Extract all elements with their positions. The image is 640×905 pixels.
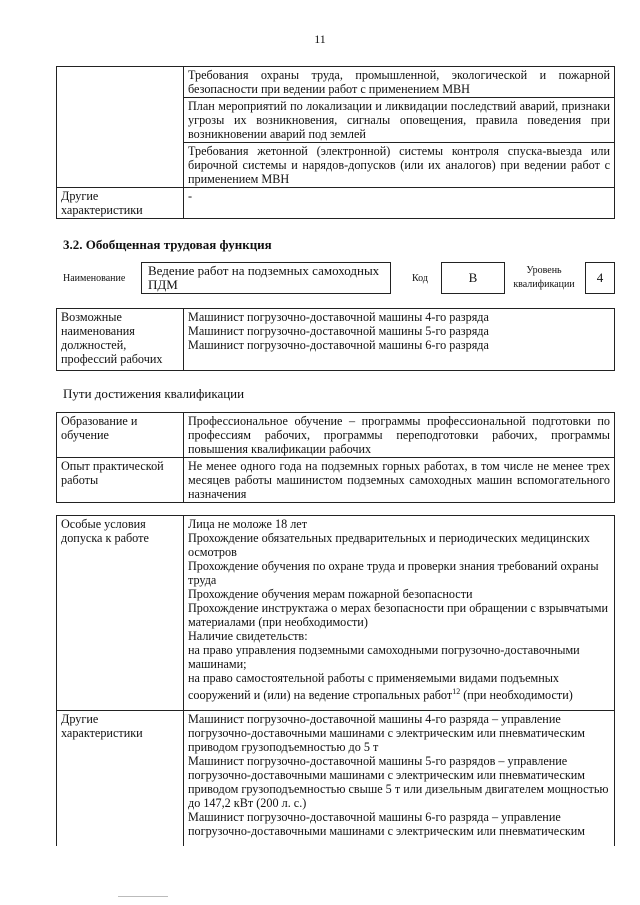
position-item: Машинист погрузочно-доставочной машины 4-го разряда [188, 310, 489, 324]
conditions-list [184, 516, 615, 711]
condition-last-main: на право самостоятельной работы с применяемыми видами подъемных сооружений и (или) на ведение стропальных работ [188, 671, 559, 703]
experience-value: Не менее одного года на подземных горных работах, в том числе не менее трех месяцев работы машинистом подземных самоходных машин вспомогательного назначения [184, 458, 615, 503]
condition-item: на право управления подземными самоходными погрузочно-доставочными машинами; [188, 643, 580, 671]
qualification-table [56, 412, 615, 503]
condition-item: Лица не моложе 18 лет [188, 517, 308, 531]
page-bottom-mark [118, 896, 168, 897]
condition-item: Прохождение обязательных предварительных и периодических медицинских осмотров [188, 531, 590, 559]
experience-label: Опыт практической работы [57, 458, 184, 503]
qualification-heading: Пути достижения квалификации [63, 386, 245, 401]
top-table-cell: Требования охраны труда, промышленной, экологической и пожарной безопасности при ведении работ с применением МВН [184, 67, 615, 98]
condition-last-tail: (при необходимости) [460, 688, 573, 703]
page-number: 11 [314, 32, 326, 46]
top-table-label-cell [57, 67, 184, 98]
top-table-label-cell [57, 98, 184, 143]
conditions-table [56, 515, 615, 846]
level-label-1: Уровень [526, 265, 562, 276]
top-table [56, 66, 615, 219]
other-item: Машинист погрузочно-доставочной машины 5-го разрядов – управление погрузочно-доставочными машинами с электрическим или пневматическим приводом грузоподъемностью свыше 5 т или дизельным двигателем мощностью до 147,2 кВт (200 л. с.) [188, 754, 609, 810]
level-value: 4 [596, 270, 604, 285]
other-list [184, 711, 615, 846]
top-table-cell: План мероприятий по локализации и ликвидации последствий аварий, признаки угрозы их возникновения, сигналы оповещения, правила поведения при возникновении аварий под землей [184, 98, 615, 143]
code-value-box [441, 262, 505, 294]
footnote-ref[interactable]: 12 [452, 687, 461, 696]
level-value-box [585, 262, 615, 294]
positions-table [56, 308, 615, 371]
positions-label: Возможные наименования должностей, профессий рабочих [57, 309, 184, 371]
top-table-cell: Требования жетонной (электронной) системы контроля спуска-выезда или бирочной системы и нарядов-допусков (или их аналогов) при ведении работ с применением МВН [184, 143, 615, 188]
condition-item: Прохождение обучения по охране труда и проверки знания требований охраны труда [188, 559, 599, 587]
position-item: Машинист погрузочно-доставочной машины 5-го разряда [188, 324, 489, 338]
other-item: Машинист погрузочно-доставочной машины 6-го разряда – управление погрузочно-доставочными машинами с электрическим или пневматическим [188, 810, 586, 838]
conditions-label: Особые условия допуска к работе [57, 516, 184, 711]
other-item: Машинист погрузочно-доставочной машины 4-го разряда – управление погрузочно-доставочными машинами с электрическим или пневматическим приводом грузоподъемностью до 5 т [188, 712, 586, 754]
other-label: Другие характеристики [57, 711, 184, 846]
code-value: B [468, 270, 478, 285]
section-heading: 3.2. Обобщенная трудовая функция [63, 237, 272, 252]
top-table-label-cell [57, 143, 184, 188]
other-characteristics-label: Другие характеристики [57, 188, 184, 219]
education-value: Профессиональное обучение – программы профессиональной подготовки по профессиям рабочих, программы переподготовки рабочих, программы повышения квалификации рабочих [184, 413, 615, 458]
code-label: Код [412, 273, 428, 284]
condition-item-last [188, 671, 610, 702]
condition-item: Прохождение инструктажа о мерах безопасности при обращении с взрывчатыми материалами (при необходимости) [188, 601, 608, 629]
other-characteristics-value: - [184, 188, 615, 219]
name-value-box [141, 262, 391, 294]
name-label: Наименование [63, 273, 126, 284]
name-value: Ведение работ на подземных самоходных ПДМ [148, 263, 380, 292]
education-label: Образование и обучение [57, 413, 184, 458]
condition-item: Наличие свидетельств: [188, 629, 308, 643]
position-item: Машинист погрузочно-доставочной машины 6-го разряда [188, 338, 489, 352]
positions-list [184, 309, 615, 371]
condition-item: Прохождение обучения мерам пожарной безопасности [188, 587, 473, 601]
level-label-2: квалификации [513, 279, 575, 290]
